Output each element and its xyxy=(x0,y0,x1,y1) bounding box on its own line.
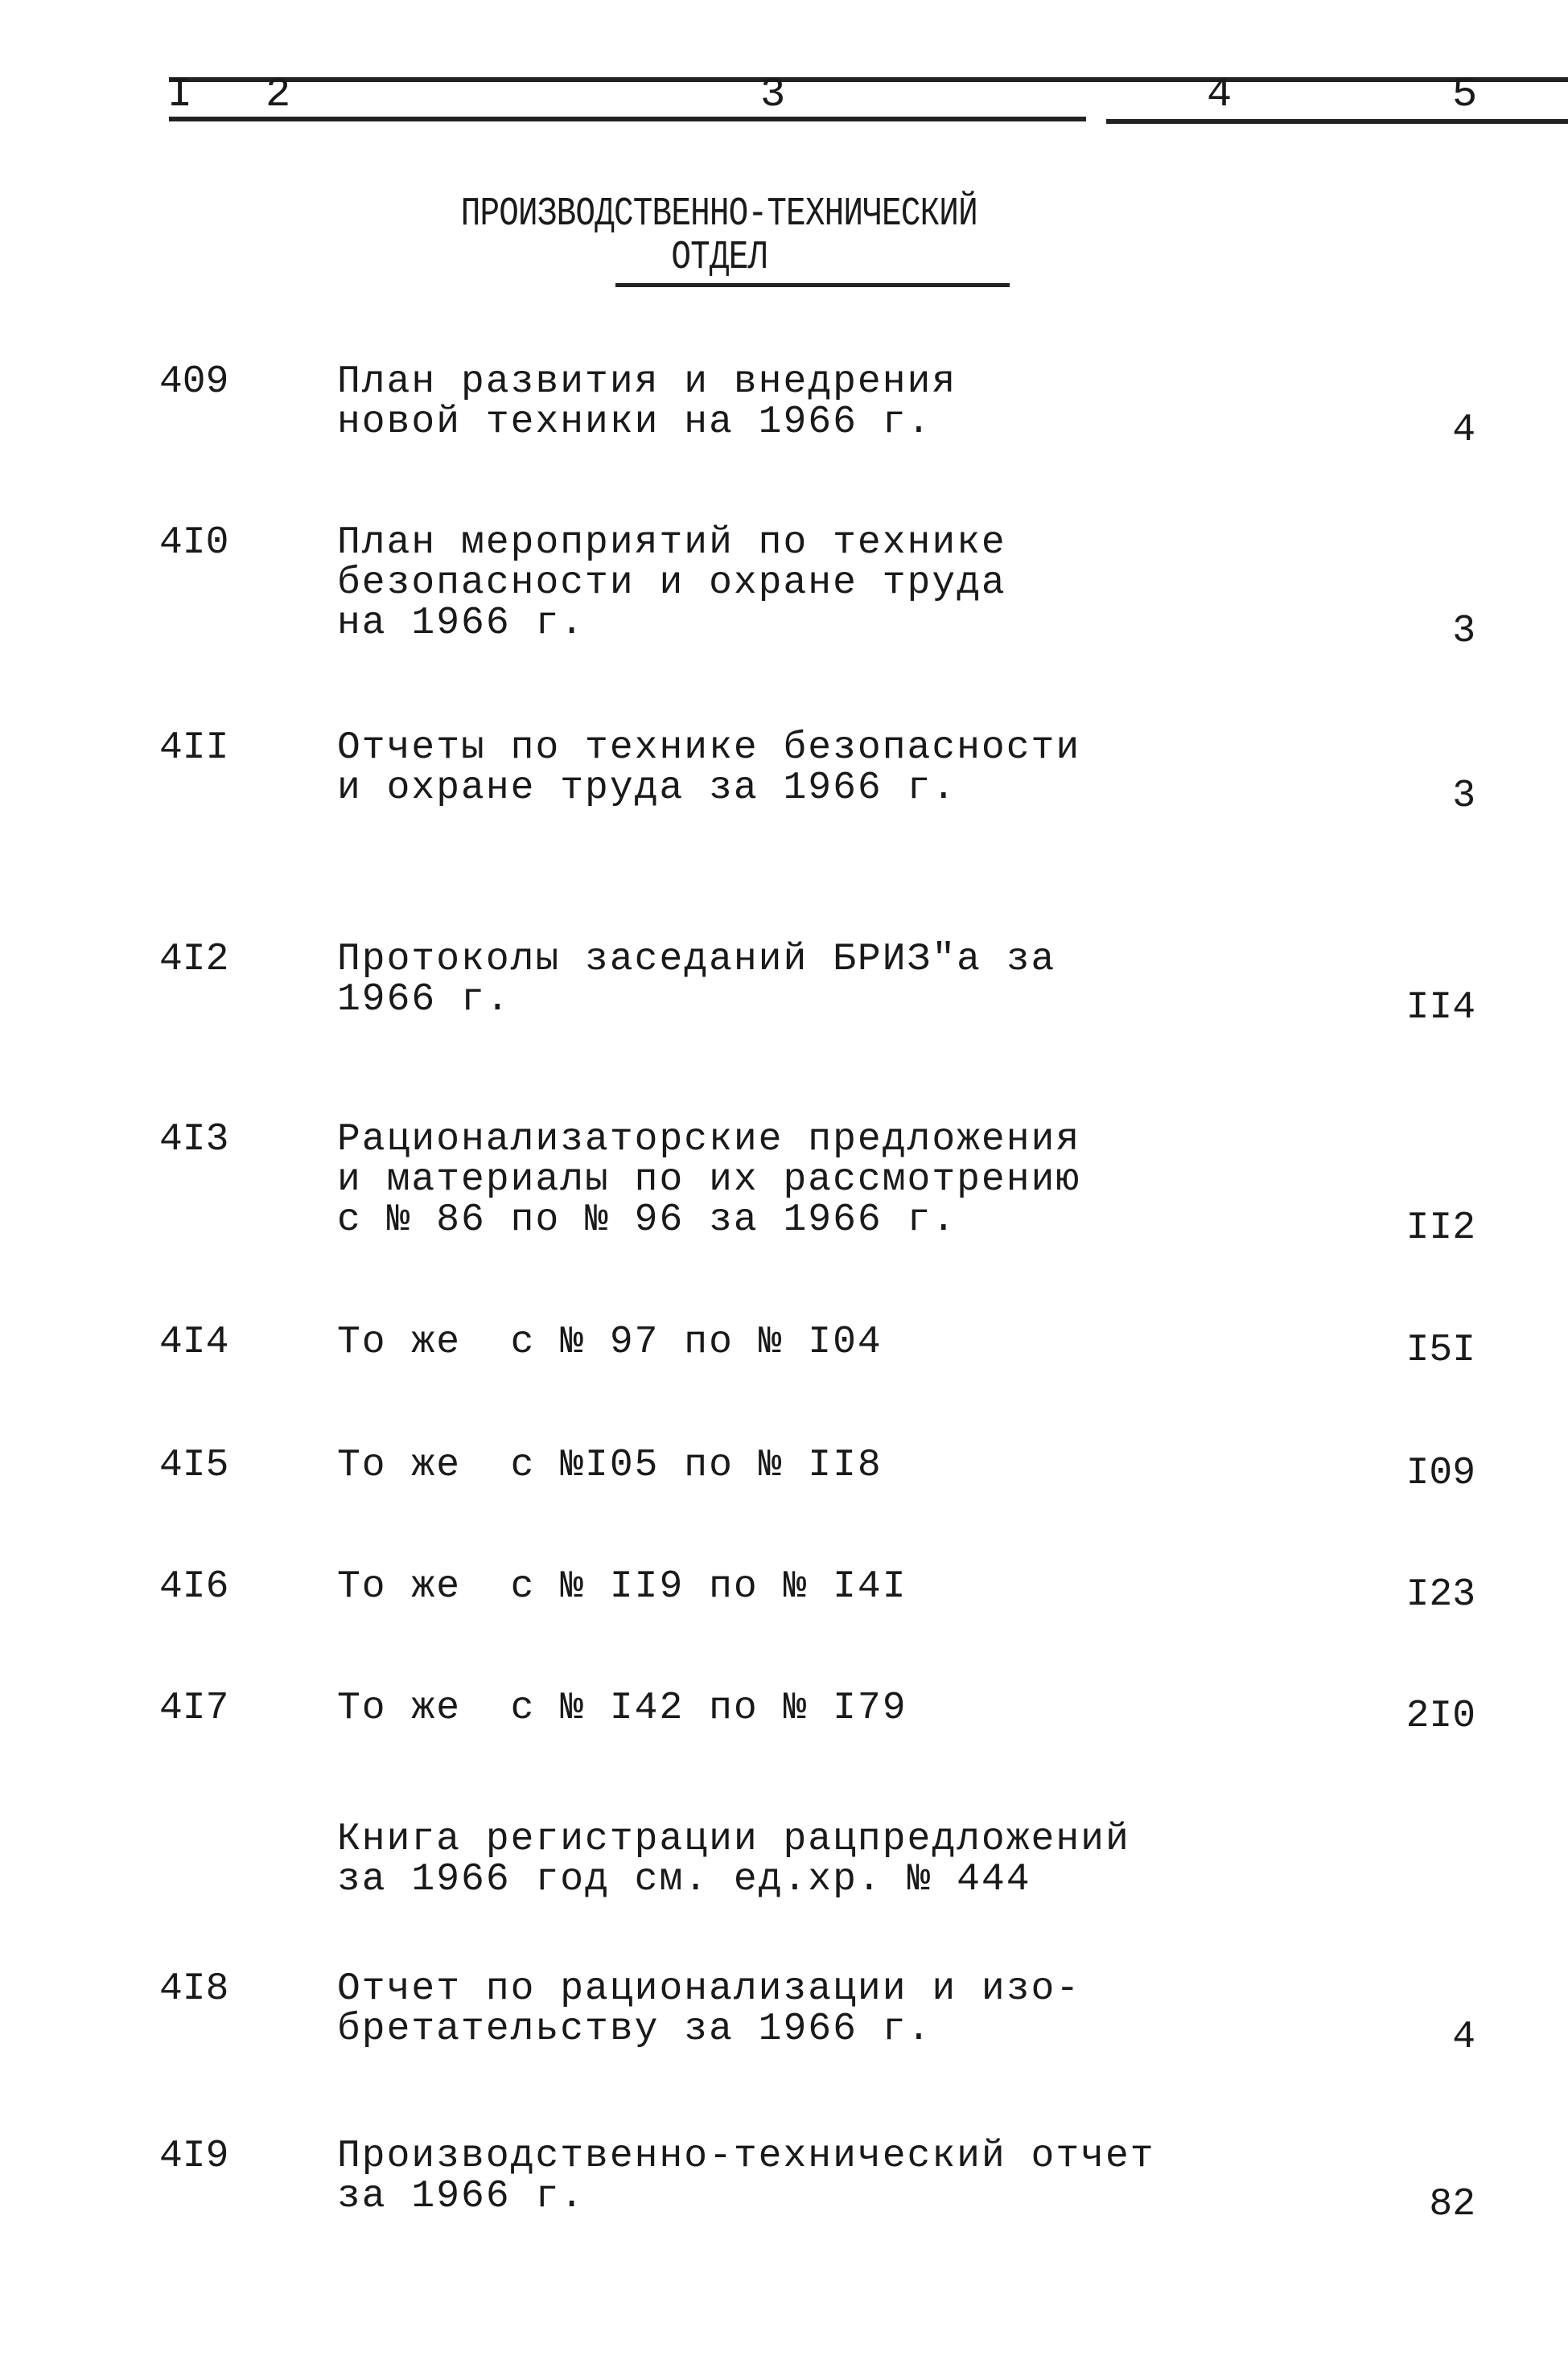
header-top-rule xyxy=(169,77,1568,82)
column-header-3: 3 xyxy=(760,71,786,118)
item-title-line: Отчеты по технике безопасности xyxy=(337,726,1081,770)
item-title-line: 1966 г. xyxy=(337,978,511,1021)
item-number: 4I5 xyxy=(159,1444,229,1487)
item-title-line: Книга регистрации рацпредложений xyxy=(337,1818,1130,1861)
item-title-line: То же с № 97 по № I04 xyxy=(337,1321,883,1364)
item-title-line: То же с № II9 по № I4I xyxy=(337,1565,907,1609)
item-title-line: План мероприятий по технике xyxy=(337,521,1006,565)
column-header-5: 5 xyxy=(1452,71,1478,118)
item-number: 4I0 xyxy=(159,521,229,565)
header-bottom-rule-right xyxy=(1106,119,1568,124)
column-header-2: 2 xyxy=(265,71,291,118)
sheet-count: 2I0 xyxy=(1405,1695,1475,1738)
column-header-1: I xyxy=(167,71,193,118)
item-title-line: Протоколы заседаний БРИЗ"а за xyxy=(337,938,1056,981)
sheet-count: 4 xyxy=(1452,2016,1475,2059)
item-title-line: Производственно-технический отчет xyxy=(337,2135,1155,2178)
item-number: 409 xyxy=(159,360,229,404)
sheet-count: II2 xyxy=(1405,1206,1475,1250)
sheet-count: 3 xyxy=(1452,610,1475,653)
column-header-4: 4 xyxy=(1207,71,1233,118)
item-title-line: То же с № I42 по № I79 xyxy=(337,1687,907,1730)
item-number: 4I4 xyxy=(159,1321,229,1364)
sheet-count: II4 xyxy=(1405,986,1475,1030)
item-title-line: и материалы по их рассмотрению xyxy=(337,1158,1081,1202)
item-title-line: безопасности и охране труда xyxy=(337,561,1006,605)
item-title-line: План развития и внедрения xyxy=(337,360,957,404)
sheet-count: 4 xyxy=(1452,409,1475,452)
item-number: 4I8 xyxy=(159,1967,229,2011)
item-title-line: новой техники на 1966 г. xyxy=(337,401,932,444)
sheet-count: I5I xyxy=(1405,1329,1475,1372)
item-number: 4I3 xyxy=(159,1118,229,1161)
section-title-line-2: ОТДЕЛ xyxy=(671,235,768,281)
section-title-underline xyxy=(615,283,1010,287)
section-title-line-1: ПРОИЗВОДСТВЕННО-ТЕХНИЧЕСКИЙ xyxy=(460,191,977,237)
item-number: 4I2 xyxy=(159,938,229,981)
item-title-line: Отчет по рационализации и изо- xyxy=(337,1967,1081,2011)
sheet-count: 82 xyxy=(1429,2183,1475,2226)
item-title-line: за 1966 г. xyxy=(337,2175,586,2218)
sheet-count: I09 xyxy=(1405,1452,1475,1495)
item-title-line: и охране труда за 1966 г. xyxy=(337,767,957,810)
item-title-line: с № 86 по № 96 за 1966 г. xyxy=(337,1198,957,1242)
item-number: 4I9 xyxy=(159,2135,229,2178)
item-title-line: Рационализаторские предложения xyxy=(337,1118,1081,1161)
item-number: 4II xyxy=(159,726,229,770)
header-bottom-rule-left xyxy=(169,117,1086,121)
sheet-count: 3 xyxy=(1452,775,1475,818)
item-title-line: за 1966 год см. ед.хр. № 444 xyxy=(337,1858,1031,1901)
item-title-line: бретательству за 1966 г. xyxy=(337,2008,932,2051)
item-title-line: на 1966 г. xyxy=(337,602,586,645)
item-number: 4I6 xyxy=(159,1565,229,1609)
item-number: 4I7 xyxy=(159,1687,229,1730)
sheet-count: I23 xyxy=(1405,1573,1475,1617)
item-title-line: То же с №I05 по № II8 xyxy=(337,1444,883,1487)
